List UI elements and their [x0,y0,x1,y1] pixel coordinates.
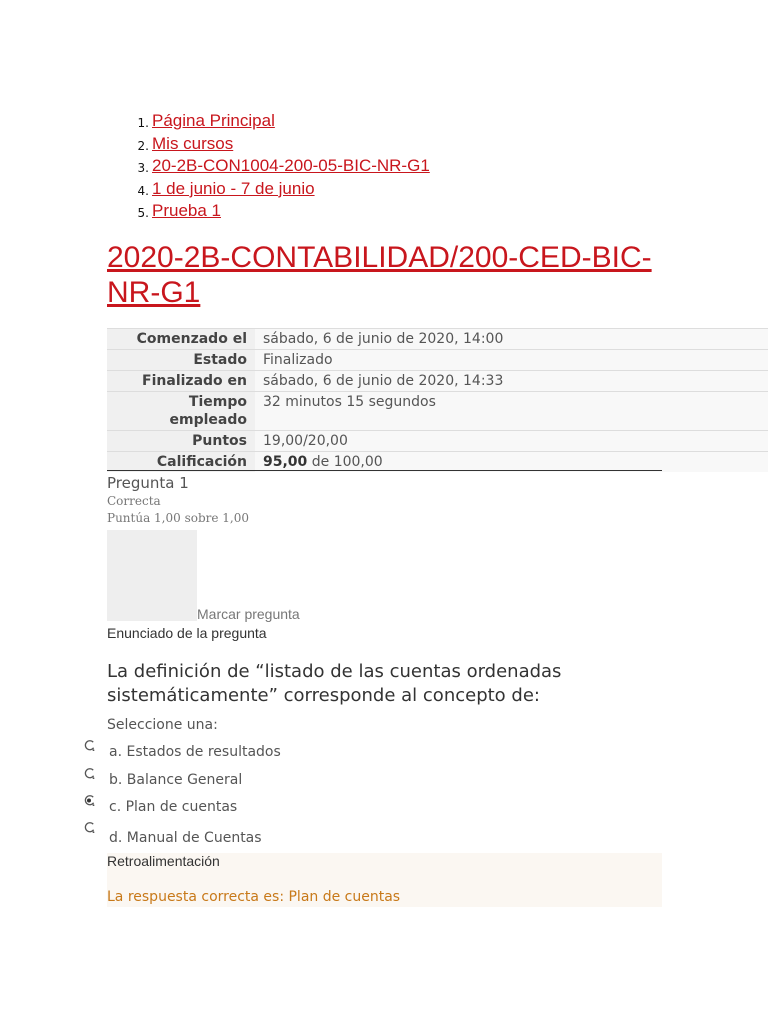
breadcrumb-num: 3. [137,161,149,175]
breadcrumb [107,110,430,223]
answer-option-label: a. Estados de resultados [109,744,281,760]
breadcrumb-num: 1. [137,116,149,130]
summary-value [255,452,768,473]
breadcrumb-item-week [137,178,430,201]
summary-value: sábado, 6 de junio de 2020, 14:00 [255,329,768,350]
question-grade: Puntúa 1,00 sobre 1,00 [107,511,250,525]
breadcrumb-link-course[interactable]: 20-2B-CON1004-200-05-BIC-NR-G1 [152,156,430,175]
answer-option-label: d. Manual de Cuentas [109,830,262,846]
answer-option-c[interactable] [84,795,644,819]
summary-label: Puntos [107,431,255,452]
grade-max: de 100,00 [307,454,383,470]
breadcrumb-link-home[interactable]: Página Principal [152,111,275,130]
answer-option-d[interactable] [84,822,644,846]
grade-value: 95,00 [263,454,308,470]
answer-option-b[interactable] [84,768,644,792]
summary-label: Tiempo empleado [107,392,255,431]
breadcrumb-num: 4. [137,183,149,198]
summary-label: Calificación [107,452,255,473]
summary-value: 19,00/20,00 [255,431,768,452]
summary-value: Finalizado [255,350,768,371]
attempt-summary-table [107,328,768,472]
breadcrumb-link-week[interactable]: 1 de junio - 7 de junio [152,178,315,198]
answer-option-label: b. Balance General [109,772,243,788]
radio-checked-icon[interactable] [84,795,95,806]
correct-answer-text: La respuesta correcta es: Plan de cuentas [107,889,401,905]
summary-label: Finalizado en [107,371,255,392]
summary-value: sábado, 6 de junio de 2020, 14:33 [255,371,768,392]
breadcrumb-item-course [137,155,430,178]
breadcrumb-item-home [137,110,430,133]
question-state: Correcta [107,494,161,508]
summary-label: Comenzado el [107,329,255,350]
select-one-prompt: Seleccione una: [107,717,218,733]
course-title [107,240,667,310]
breadcrumb-num: 5. [137,206,149,220]
summary-value: 32 minutos 15 segundos [255,392,768,431]
summary-row-marks [107,431,768,452]
radio-unchecked-icon[interactable] [84,740,95,751]
radio-unchecked-icon[interactable] [84,768,95,779]
question-text-label: Enunciado de la pregunta [107,625,267,641]
summary-row-time-taken [107,392,768,431]
answer-option-label: c. Plan de cuentas [109,799,238,815]
feedback-label: Retroalimentación [107,853,220,869]
breadcrumb-num: 2. [137,138,149,153]
breadcrumb-link-quiz[interactable]: Prueba 1 [152,201,221,220]
summary-label: Estado [107,350,255,371]
radio-unchecked-icon[interactable] [84,822,95,833]
answer-option-a[interactable] [84,740,644,764]
question-number: Pregunta 1 [107,474,189,492]
flag-question-link[interactable]: Marcar pregunta [197,606,300,622]
question-text: La definición de “listado de las cuentas ordenadas sistemáticamente” corresponde al concepto de: [107,661,562,706]
summary-row-finished [107,371,768,392]
summary-row-grade [107,452,768,473]
summary-row-started [107,329,768,350]
feedback-panel [107,853,662,907]
summary-divider [107,470,662,471]
flag-image[interactable] [107,530,197,621]
breadcrumb-item-my-courses [137,133,430,156]
breadcrumb-item-quiz [137,200,430,223]
course-title-link[interactable]: 2020-2B-CONTABILIDAD/200-CED-BIC-NR-G1 [107,241,652,309]
breadcrumb-link-my-courses[interactable]: Mis cursos [152,133,234,153]
summary-row-state [107,350,768,371]
